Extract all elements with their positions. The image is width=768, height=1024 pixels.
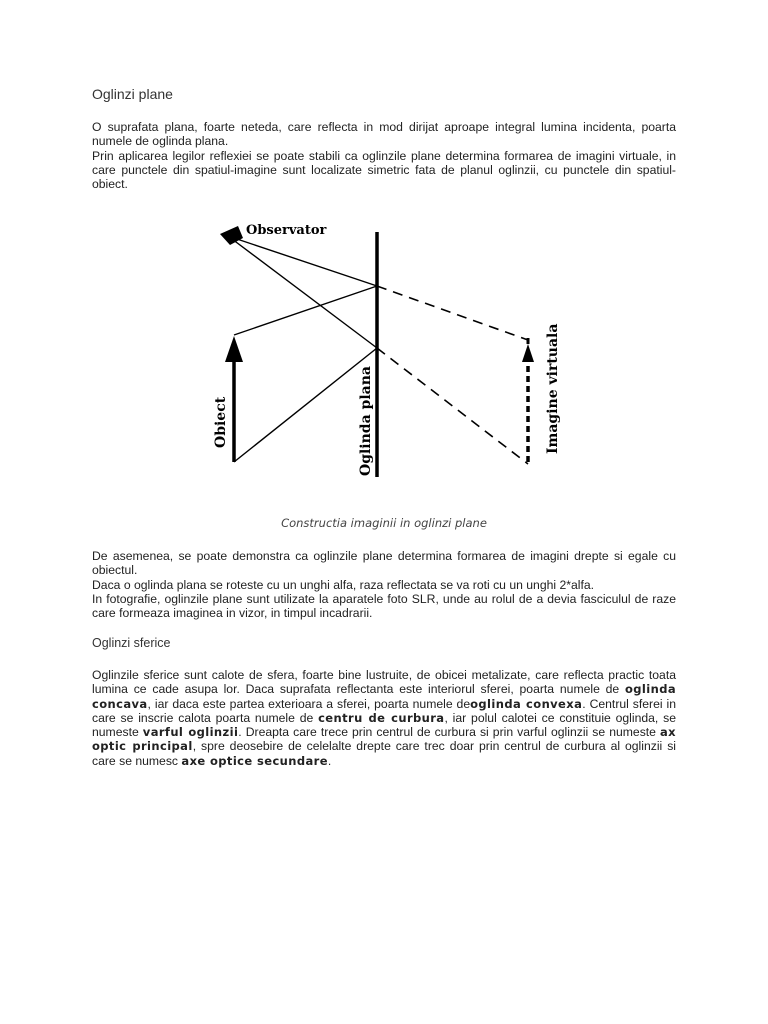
label-object: Obiect [213, 396, 229, 448]
text-part-2: , iar daca este partea exterioara a sferei, poarta numele de [147, 696, 471, 711]
section-title-plane-mirrors: Oglinzi plane [92, 86, 173, 102]
image-arrowhead [522, 344, 534, 362]
object-arrowhead [225, 336, 243, 362]
text-part-5: . Dreapta care trece prin centrul de curbura si prin varful oglinzii se numeste [238, 725, 660, 740]
observer-eye-icon [220, 226, 243, 245]
plane-mirror-diagram [200, 212, 570, 482]
ray-virtual-top [377, 286, 528, 340]
paragraph-virtual-images: Prin aplicarea legilor reflexiei se poate stabili ca oglinzile plane determina formarea de imagini virtuale, in care punctele din spatiul-imagine sunt localizate simetric fata de planul oglinzii, cu punctele din spatiul-obiect. [92, 148, 676, 192]
paragraph-plane-mirror-properties [92, 549, 676, 620]
paragraph-spherical-mirrors [92, 668, 676, 768]
term-concave-mirror: oglinda concava [92, 682, 676, 711]
figure-caption: Constructia imaginii in oglinzi plane [281, 516, 487, 530]
text-part-3: . Centrul sferei in care se inscrie calota poarta numele de [92, 696, 677, 725]
text-part-1: Oglinzile sferice sunt calote de sfera, foarte bine lustruite, de obicei metalizate, care reflecta practic toata lumina ce cade asupa lor. Daca suprafata reflectanta este interiorul sferei, poarta numele de [92, 668, 676, 697]
term-secondary-axes: axe optice secundare [181, 753, 328, 768]
ray-virtual-bottom [377, 348, 528, 464]
term-mirror-vertex: varful oglinzii [142, 725, 239, 740]
text-part-6: , spre deosebire de celelalte drepte care trec doar prin centrul de curbura al oglinzii si care se numesc [92, 739, 676, 768]
ray-observer-to-lower [228, 236, 377, 348]
term-curvature-center: centru de curbura [318, 710, 445, 725]
ray-object-bottom [234, 348, 377, 462]
paragraph-equal-images: De asemenea, se poate demonstra ca oglinzile plane determina formarea de imagini drepte si egale cu obiectul. [92, 549, 676, 578]
text-part-7: . [327, 753, 332, 768]
paragraph-spherical-body [92, 668, 676, 768]
ray-observer-to-upper [228, 236, 377, 286]
label-observer: Observator [246, 223, 327, 238]
paragraph-slr: In fotografie, oglinzile plane sunt utilizate la aparatele foto SLR, unde au rolul de a devia fasciculul de raze care formeaza imaginea in vizor, in timpul incadrarii. [92, 591, 676, 621]
section-title-spherical-mirrors: Oglinzi sferice [92, 636, 171, 650]
paragraph-rotation: Daca o oglinda plana se roteste cu un unghi alfa, raza reflectata se va roti cu un unghi 2*alfa. [92, 577, 595, 592]
paragraph-definition: O suprafata plana, foarte neteda, care reflecta in mod dirijat aproape integral lumina incidenta, poarta numele de oglinda plana. [92, 120, 676, 149]
term-convex-mirror: oglinda convexa [470, 696, 583, 711]
label-mirror: Oglinda plana [358, 366, 374, 476]
text-part-4: , iar polul calotei ce constituie oglinda, se numeste [92, 710, 677, 740]
paragraph-plane-mirror-intro [92, 120, 676, 191]
ray-object-top [234, 286, 377, 335]
label-virtual-image: Imagine virtuala [545, 323, 561, 454]
term-principal-axis: ax optic principal [92, 725, 676, 754]
